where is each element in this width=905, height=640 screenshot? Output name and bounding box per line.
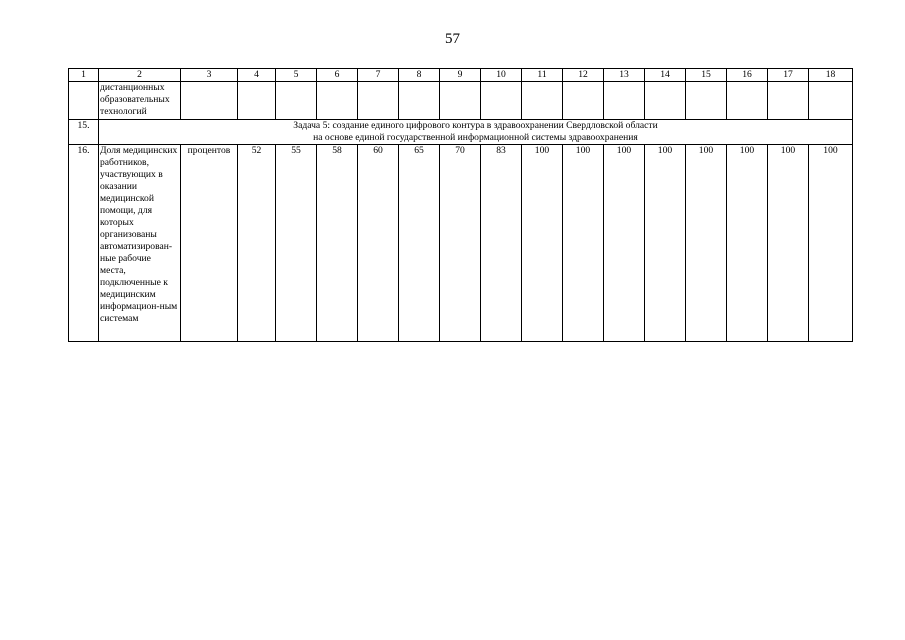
value-cell: [399, 82, 440, 120]
value-cell: 58: [317, 145, 358, 342]
column-number: 13: [604, 69, 645, 82]
value-cell: 55: [276, 145, 317, 342]
value-cell: [522, 82, 563, 120]
value-cell: 60: [358, 145, 399, 342]
column-number: 5: [276, 69, 317, 82]
column-number-row: [69, 69, 853, 82]
unit-cell: [181, 82, 238, 120]
value-cell: 65: [399, 145, 440, 342]
column-number: 12: [563, 69, 604, 82]
column-number: 3: [181, 69, 238, 82]
table-row-task: [69, 120, 853, 145]
column-number: 14: [645, 69, 686, 82]
value-cell: [727, 82, 768, 120]
column-number: 8: [399, 69, 440, 82]
column-number: 9: [440, 69, 481, 82]
value-cell: [481, 82, 522, 120]
value-cell: [358, 82, 399, 120]
row-number-cell: [69, 82, 99, 120]
task-title-cell: [99, 120, 853, 145]
unit-cell: процентов: [181, 145, 238, 342]
column-number: 17: [768, 69, 809, 82]
table-row-indicator: [69, 145, 853, 342]
indicator-name-cell: дистанционных образовательных технологий: [99, 82, 181, 120]
value-cell: 100: [686, 145, 727, 342]
value-cell: 100: [563, 145, 604, 342]
column-number: 4: [238, 69, 276, 82]
value-cell: 83: [481, 145, 522, 342]
indicators-table: [68, 68, 853, 342]
value-cell: 100: [645, 145, 686, 342]
row-number-cell: 15.: [69, 120, 99, 145]
task-title-line: Задача 5: создание единого цифрового контура в здравоохранении Свердловской области: [293, 120, 658, 131]
value-cell: 52: [238, 145, 276, 342]
column-number: 16: [727, 69, 768, 82]
value-cell: [440, 82, 481, 120]
page-number: 57: [445, 31, 460, 47]
task-title-line: на основе единой государственной информационной системы здравоохранения: [313, 132, 638, 143]
value-cell: [768, 82, 809, 120]
value-cell: [809, 82, 853, 120]
column-number: 10: [481, 69, 522, 82]
value-cell: [317, 82, 358, 120]
table-row-continuation: [69, 82, 853, 120]
column-number: 2: [99, 69, 181, 82]
row-number-cell: 16.: [69, 145, 99, 342]
column-number: 6: [317, 69, 358, 82]
value-cell: [686, 82, 727, 120]
value-cell: 100: [768, 145, 809, 342]
column-number: 11: [522, 69, 563, 82]
indicator-name-cell: Доля медицинских работников, участвующих в оказании медицинской помощи, для которых организованы автоматизирован-ные рабочие места, подключенные к медицинским информацион-ным системам: [99, 145, 181, 342]
value-cell: [563, 82, 604, 120]
column-number: 18: [809, 69, 853, 82]
value-cell: 100: [604, 145, 645, 342]
column-number: 15: [686, 69, 727, 82]
value-cell: [276, 82, 317, 120]
column-number: 1: [69, 69, 99, 82]
value-cell: 100: [522, 145, 563, 342]
value-cell: 100: [727, 145, 768, 342]
column-number: 7: [358, 69, 399, 82]
value-cell: [645, 82, 686, 120]
value-cell: 70: [440, 145, 481, 342]
value-cell: [238, 82, 276, 120]
value-cell: [604, 82, 645, 120]
value-cell: 100: [809, 145, 853, 342]
